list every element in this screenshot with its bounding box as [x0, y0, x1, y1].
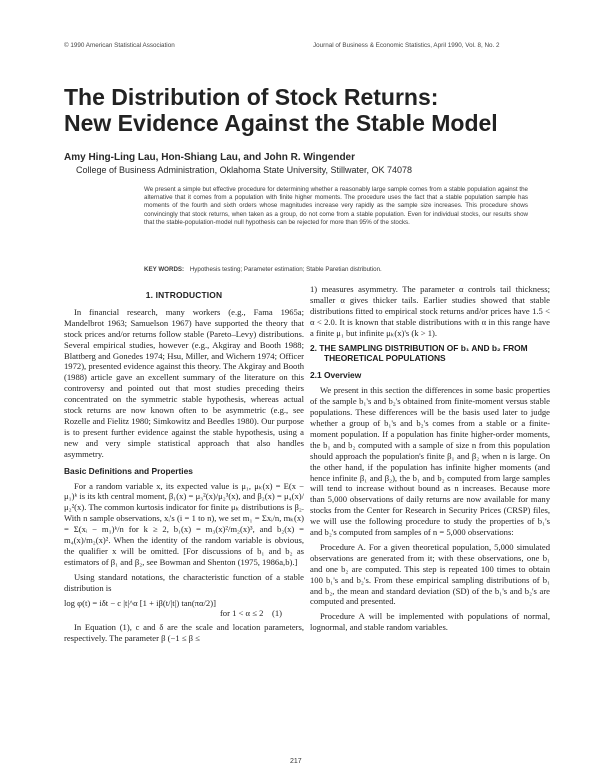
paragraph: 1) measures asymmetry. The parameter α controls tail thickness; smaller α gives thicker tails. Earlier studies showed that stable distributions fitted to empirical stock returns and/or prices have 1.5 < α < 2.0. It is known that stable distributions with α in this range have a finite μ₁ but infinite μₖ(x)'s (k > 1). — [310, 284, 550, 338]
journal-citation: Journal of Business & Economic Statistics, April 1990, Vol. 8, No. 2 — [313, 42, 500, 49]
paragraph: We present in this section the differences in some basic properties of the sample b₁'s and b₂'s obtained from finite-moment versus stable populations. These differences will be the basis used later to judge whether a group of b₁'s and b₂'s comes from a stable or a finite-moment population. If a population has finite higher-order moments, the b₁ and b₂ computed with a sample of size n from this population should approach the population's finite β₁ and β₂ when n is large. On the other hand, if the population has infinite higher moments (and hence infinite β₁ and β₂), the b₁ and b₂ computed from large samples will tend to increase without bound as n increases. Because more than 5,000 observations of daily returns are now available for many stocks from the Center for Research in Security Prices (CRSP) files, we will use the following procedure to study the properties of b₁'s and b₂'s computed from samples of n = 5,000 observations: — [310, 385, 550, 538]
journal-copyright: © 1990 American Statistical Association — [64, 42, 175, 49]
paragraph: Procedure A will be implemented with populations of normal, lognormal, and stable random variables. — [310, 611, 550, 633]
equation-1 — [64, 598, 304, 620]
column-right — [310, 284, 550, 637]
paragraph: Procedure A. For a given theoretical population, 5,000 simulated observations are generated from it; with these observations, one b₁ and one b₂ are computed. This step is repeated 100 times to obtain 100 b₁'s and b₂'s. From these empirical sampling distributions of b₁ and b₂, the mean and standard deviation (SD) of the b₁'s and b₂'s are computed and presented. — [310, 541, 550, 607]
section-heading-sampling-distribution: 2. THE SAMPLING DISTRIBUTION OF b₁ AND b₂ FROM THEORETICAL POPULATIONS — [310, 342, 528, 364]
author-list: Amy Hing-Ling Lau, Hon-Shiang Lau, and John R. Wingender — [64, 152, 356, 163]
section-heading-introduction: 1. INTRODUCTION — [145, 290, 223, 300]
subsection-heading-basic-definitions: Basic Definitions and Properties — [64, 465, 193, 476]
affiliation: College of Business Administration, Oklahoma State University, Stillwater, OK 74078 — [76, 165, 412, 175]
keywords — [144, 266, 382, 273]
title-line-1: The Distribution of Stock Returns: — [64, 84, 439, 110]
keywords-label: KEY WORDS: — [144, 266, 185, 273]
page-number: 217 — [290, 758, 302, 765]
paragraph: For a random variable x, its expected value is μ₁, μₖ(x) = E(x − μ₁)ᵏ is its kth central moment, β₁(x) = μ₃²(x)/μ₂³(x), and β₂(x) = μ₄(x)/μ₂²(x). The common kurtosis indicator for finite μₖ distributions is β₂. With n sample observations, xᵢ's (i = 1 to n), we set m₁ = Σxᵢ/n, mₖ(x) = Σ(xᵢ − m₁)ᵏ/n for k ≥ 2, b₁(x) = m₃(x)²/m₂(x)³, and b₂(x) = m₄(x)/m₂(x)². When the identity of the random variable is obvious, the qualifier x will be omitted. [For discussions of b₁ and b₂ as estimators of β₁ and β₂, see Bowman and Shenton (1975, 1986a,b).] — [64, 480, 304, 567]
paper-title — [64, 84, 564, 136]
equation-condition: for 1 < α ≤ 2 (1) — [219, 608, 282, 619]
column-left — [64, 284, 304, 648]
paragraph: Using standard notations, the characteristic function of a stable distribution is — [64, 571, 304, 593]
equation-body: log φ(t) = iδt − c |t|^α [1 + iβ(t/|t|) tan(πα/2)] — [64, 597, 216, 608]
subsection-heading-overview: 2.1 Overview — [310, 370, 362, 381]
equation-number: (1) — [271, 608, 282, 619]
title-line-2: New Evidence Against the Stable Model — [64, 110, 498, 136]
keywords-text: Hypothesis testing; Parameter estimation; Stable Paretian distribution. — [189, 266, 382, 273]
abstract: We present a simple but effective procedure for determining whether a reasonably large sample comes from a stable population against the alternative that it comes from a population with finite higher moments. The procedure uses the fact that a stable population sample has moments of the fourth and sixth orders whose magnitudes increase very rapidly as the sample size increases. This procedure shows convincingly that stock returns, when taken as a group, do not come from a stable population. Even for individual stocks, our results show that the stable-population-model null hypothesis can be rejected for more than 95% of the stocks. — [144, 186, 528, 226]
paragraph: In financial research, many workers (e.g., Fama 1965a; Mandelbrot 1963; Samuelson 1967) have supported the theory that stock prices and/or returns follow stable (Pareto–Levy) distributions. Several empirical studies, however (e.g., Akgiray and Booth 1988; Blattberg and Gonedes 1974; Hsu, Miller, and Wichern 1974; Officer 1972), presented evidence against this theory. The Akgiray and Booth (1988) article gave an excellent summary of the literature on this controversy and pointed out that most studies preceding theirs concentrated on the symmetric stable hypothesis, whereas actual stock returns are now known often to be asymmetric (e.g., see Rozelle and Fielitz 1980; Simkowitz and Beedles 1980). Our purpose is to present further evidence against the stable hypothesis, using a new and very simple statistical approach that also handles asymmetry. — [64, 306, 304, 459]
paragraph: In Equation (1), c and δ are the scale and location parameters, respectively. The parameter β (−1 ≤ β ≤ — [64, 622, 304, 644]
